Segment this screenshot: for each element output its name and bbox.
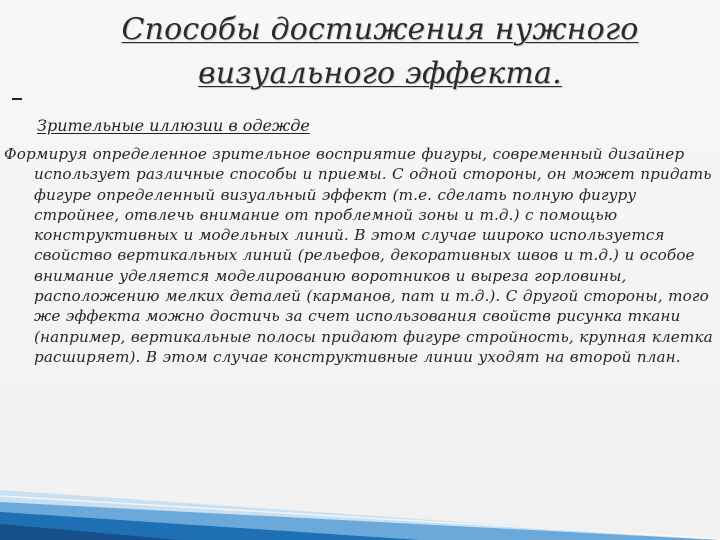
bullet-dash bbox=[12, 98, 22, 100]
body-paragraph: Формируя определенное зрительное восприятие фигуры, современный дизайнер использует различные способы и приемы. С одной стороны, он может придать фигуре определенный визуальный эффект (т.е. сделать полную фигуру стройнее, отвлечь внимание от проблемной зоны и т.д.) с помощью конструктивных и модельных линий. В этом случае широко используется свойство вертикальных линий (рельефов, декоративных швов и т.д.) и особое внимание уделяется моделированию воротников и выреза горловины, расположению мелких деталей (карманов, пат и т.д.). С другой стороны, того же эффекта можно достичь за счет использования свойств рисунка ткани (например, вертикальные полосы придают фигуре стройность, крупная клетка расширяет). В этом случае конструктивные линии уходят на второй план. bbox=[4, 145, 713, 366]
slide-subtitle: Зрительные иллюзии в одежде bbox=[37, 116, 310, 135]
bottom-wave-decoration bbox=[0, 450, 720, 540]
slide-title: Способы достижения нужного визуального эффекта. bbox=[121, 12, 639, 91]
